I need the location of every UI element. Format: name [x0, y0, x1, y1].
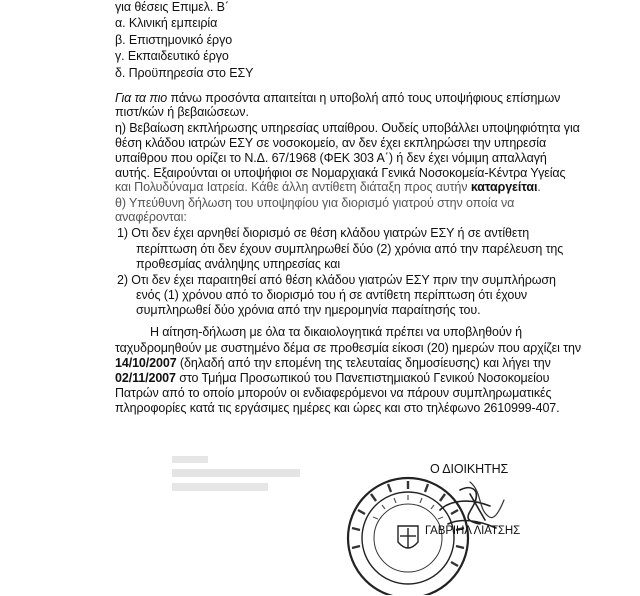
header-line: για θέσεις Επιμελ. Β΄ [115, 0, 229, 14]
final-line6: πληροφορίες κατά τις εργάσιμες ημέρες και ώρες και στο τηλέφωνο 2610999-407. [115, 401, 560, 415]
list-item-1-line2: περίπτωση ότι δεν έχουν συμπληρωθεί δύο (2) χρόνια από την παρέλευση της [136, 242, 564, 256]
final-line3: 14/10/2007 (δηλαδή από την επομένη της τελευταίας δημοσίευσης) και λήγει την [115, 356, 551, 370]
handwritten-signature [320, 480, 510, 550]
final-line2: ταχυδρομηθούν με συστημένο δέμα σε προθεσμία είκοσι (20) ημερών που αρχίζει την [115, 341, 582, 355]
list-item-1-line3: προθεσμίας ανάληψης υπηρεσίας και [136, 257, 341, 271]
para1-line2: πιστ/κών ή βεβαιώσεων. [115, 105, 249, 119]
criteria-item-a: α. Κλινική εμπειρία [115, 16, 218, 30]
list-item-1-line1: 1) Οτι δεν έχει αρνηθεί διορισμό σε θέση κλάδου γιατρών ΕΣΥ ή σε αντίθετη [117, 226, 530, 240]
faded-text-block [110, 452, 310, 498]
eta-line5: και Πολυδύναμα Ιατρεία. Κάθε άλλη αντίθετη διάταξη προς αυτήν καταργείται. [115, 180, 541, 194]
start-date: 14/10/2007 [115, 356, 177, 370]
list-item-2-line1: 2) Οτι δεν έχει παραιτηθεί από θέση κλάδου γιατρών ΕΣΥ πριν την συμπλήρωση [117, 273, 556, 287]
eta-line1: η) Βεβαίωση εκπλήρωσης υπηρεσίας υπαίθρου. Ουδείς υποβάλλει υποψηφιότητα για [115, 121, 580, 135]
eta-line4: αυτής. Εξαιρούνται οι υποψήφιοι σε Νομαρχιακά Γενικά Νοσοκομεία-Κέντρα Υγείας [115, 166, 566, 180]
eta-line3: υπαίθρου που ορίζει το Ν.Δ. 67/1968 (ΦΕΚ 303 Α΄) ή δεν έχει νόμιμη απαλλαγή [115, 151, 547, 165]
para1-lead: Για τα πιο [115, 91, 168, 105]
list-item-2-line3: συμπληρωθεί δύο χρόνια από την ημερομηνία παραίτησής του. [136, 303, 481, 317]
eta-line2: θέση κλάδου ιατρών ΕΣΥ σε νοσοκομείο, αν δεν έχει εκπληρώσει την υπηρεσία [115, 136, 547, 150]
final-line1: Η αίτηση-δήλωση με όλα τα δικαιολογητικά πρέπει να υποβληθούν ή [150, 325, 522, 339]
end-date: 02/11/2007 [115, 371, 176, 385]
final-line5: Πατρών από το οποίο μπορούν οι ενδιαφερόμενοι να πάρουν συμπληρωματικές [115, 386, 552, 400]
para1-line1: Για τα πιο πάνω προσόντα απαιτείται η υποβολή από τους υποψήφιους επίσημων [115, 91, 561, 105]
final-line4: 02/11/2007 στο Τμήμα Προσωπικού του Πανεπιστημιακού Γενικού Νοσοκομείου [115, 371, 550, 385]
theta-line1: θ) Υπεύθυνη δήλωση του υποψηφίου για διορισμό γιατρού στην οποία να [115, 196, 515, 210]
list-item-2-line2: ενός (1) χρόνου από το διορισμό του ή σε αντίθετη περίπτωση ότι έχουν [136, 288, 528, 302]
criteria-item-b: β. Επιστημονικό έργο [115, 33, 233, 47]
theta-line2: αναφέρονται: [115, 210, 187, 224]
signatory-title: Ο ΔΙΟΙΚΗΤΗΣ [430, 462, 509, 476]
signatory-name: ΓΑΒΡΙΗΛ ΛΙΑΤΣΗΣ [425, 525, 521, 537]
criteria-item-d: δ. Προϋπηρεσία στο ΕΣΥ [115, 66, 254, 80]
criteria-item-c: γ. Εκπαιδευτικό έργο [115, 49, 229, 63]
